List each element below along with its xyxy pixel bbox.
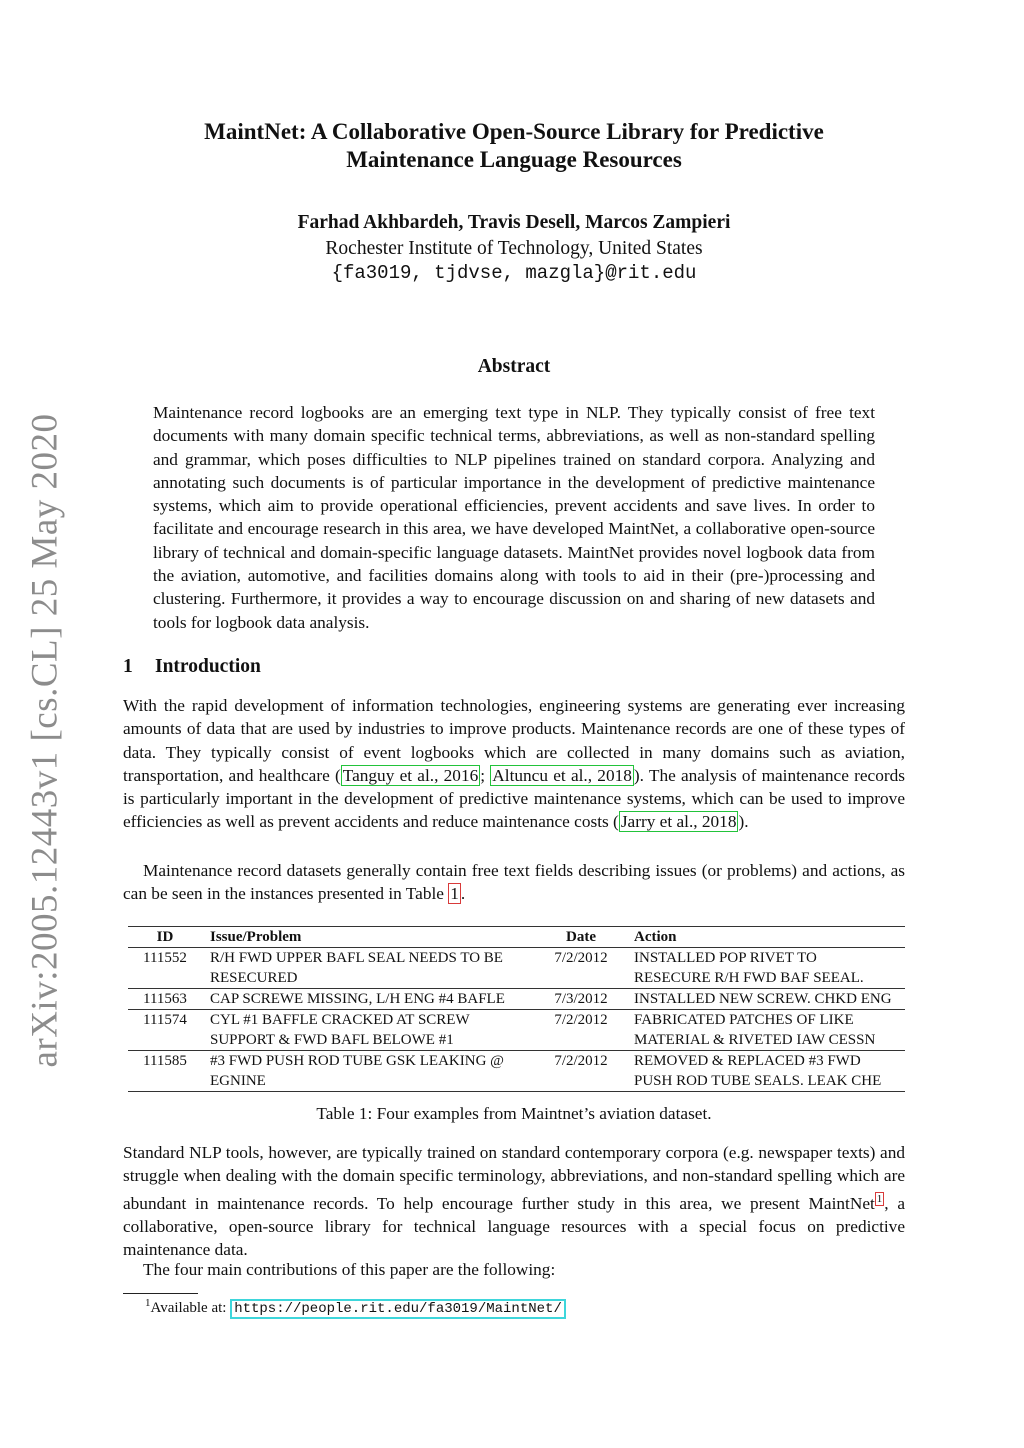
citation-link-altuncu[interactable]: Altuncu et al., 2018 <box>492 765 632 785</box>
footnote-mark: 1 <box>145 1297 151 1309</box>
table-row <box>128 948 905 989</box>
arxiv-side-stamp <box>20 412 70 1068</box>
table-row <box>128 989 905 1010</box>
table-row <box>128 1010 905 1051</box>
author-list: Farhad Akhbardeh, Travis Desell, Marcos Zampieri <box>297 212 731 233</box>
cell-date: 7/2/2012 <box>554 1053 608 1069</box>
intro-p1-text-d: ). <box>738 812 749 832</box>
cell-date: 7/3/2012 <box>536 989 626 1010</box>
maintnet-url-link[interactable]: https://people.rit.edu/fa3019/MaintNet/ <box>230 1299 566 1319</box>
cell-date: 7/2/2012 <box>536 948 626 989</box>
cell-issue: CAP SCREWE MISSING, L/H ENG #4 BAFLE <box>202 989 536 1010</box>
cell-action: FABRICATED PATCHES OF LIKE MATERIAL & RIVETED IAW CESSN <box>626 1010 905 1051</box>
intro-p1-text-a: With the rapid development of information technologies, engineering systems are generating ever increasing amounts of data that are used by industries to improve products. Maintenance records are one of these types of data. They typically consist of event logbooks which are collected in many domains such as aviation, transportation, and healthcare ( <box>123 696 905 785</box>
table-row <box>128 1051 905 1092</box>
intro-p2-text-a: Maintenance record datasets generally contain free text fields describing issues (or problems) and actions, as can be seen in the instances presented in Table <box>123 861 905 904</box>
section-title: Introduction <box>155 656 261 677</box>
header-date: Date <box>536 927 626 948</box>
cell-action: INSTALLED NEW SCREW. CHKD ENG <box>626 989 905 1010</box>
paper-title <box>123 118 905 174</box>
cell-date: 7/2/2012 <box>536 1010 626 1051</box>
footnote-divider <box>123 1293 198 1294</box>
title-line-2: Maintenance Language Resources <box>346 147 682 172</box>
cell-id: 111563 <box>128 989 202 1010</box>
section-heading-introduction <box>123 656 261 678</box>
table-reference-link[interactable]: 1 <box>450 884 459 904</box>
title-line-1: MaintNet: A Collaborative Open-Source Library for Predictive <box>204 119 824 144</box>
intro-p1-text-b: ; <box>480 765 491 785</box>
author-emails: {fa3019, tjdvse, mazgla}@rit.edu <box>331 262 697 284</box>
table-caption: Table 1: Four examples from Maintnet’s aviation dataset. <box>316 1104 712 1123</box>
cell-issue: #3 FWD PUSH ROD TUBE GSK LEAKING @ EGNINE <box>210 1053 504 1089</box>
body-paragraph-3 <box>123 1141 905 1261</box>
header-issue: Issue/Problem <box>202 927 536 948</box>
arxiv-identifier: arXiv:2005.12443v1 [cs.CL] 25 May 2020 <box>24 412 66 1068</box>
section-number: 1 <box>123 656 133 677</box>
intro-p2-text-b: . <box>460 884 466 904</box>
body-p3-text-a: Standard NLP tools, however, are typically trained on standard contemporary corpora (e.g. newspaper texts) and struggle when dealing with the domain specific terminology, abbreviations, and non-standard spelling which are abundant in maintenance records. To help encourage further study in this area, we present MaintNet <box>123 1143 905 1213</box>
header-id: ID <box>128 927 202 948</box>
cell-issue: CYL #1 BAFFLE CRACKED AT SCREW SUPPORT & FWD BAFL BELOWE #1 <box>202 1010 536 1051</box>
intro-paragraph-1 <box>123 694 905 834</box>
intro-p1-text-c: ). The analysis of maintenance records is particularly important in the development of predictive maintenance systems, which can be used to improve efficiencies as well as prevent accidents and reduce maintenance costs ( <box>123 765 905 832</box>
intro-paragraph-2 <box>123 859 905 906</box>
abstract-heading: Abstract <box>477 356 551 377</box>
abstract-text: Maintenance record logbooks are an emerging text type in NLP. They typically consist of free text documents with many domain specific technical terms, abbreviations, as well as non-standard spelling and grammar, which poses difficulties to NLP pipelines trained on standard corpora. Analyzing and annotating such documents is of particular importance in the development of predictive maintenance systems, which aim to provide operational efficiencies, prevent accidents and save lives. In order to facilitate and encourage research in this area, we have developed MaintNet, a collaborative open-source library of technical and domain-specific language datasets. MaintNet provides novel logbook data from the aviation, automotive, and facilities domains along with tools to aid in their (pre-)processing and clustering. Furthermore, it provides a way to encourage discussion on and sharing of new datasets and tools for logbook data analysis. <box>153 403 875 632</box>
footnote <box>145 1297 566 1317</box>
citation-link-jarry[interactable]: Jarry et al., 2018 <box>620 812 737 832</box>
affiliation: Rochester Institute of Technology, United States <box>325 238 703 259</box>
cell-issue: R/H FWD UPPER BAFL SEAL NEEDS TO BE RESECURED <box>202 948 536 989</box>
aviation-examples-table <box>128 926 905 1092</box>
footnote-text: Available at: <box>150 1300 231 1316</box>
body-paragraph-4: The four main contributions of this paper are the following: <box>143 1260 556 1279</box>
body-p3-text-b: , a collaborative, open-source library for technical language resources with a special focus on predictive maintenance data. <box>123 1193 905 1259</box>
cell-action: INSTALLED POP RIVET TO RESECURE R/H FWD BAF SEEAL. <box>626 948 905 989</box>
cell-id: 111552 <box>128 948 202 989</box>
footnote-reference-link[interactable]: 1 <box>876 1192 883 1205</box>
table-header-row <box>128 927 905 948</box>
header-action: Action <box>626 927 905 948</box>
cell-action: REMOVED & REPLACED #3 FWD PUSH ROD TUBE SEALS. LEAK CHE <box>634 1053 882 1089</box>
cell-id: 111585 <box>143 1053 187 1069</box>
cell-id: 111574 <box>128 1010 202 1051</box>
citation-link-tanguy[interactable]: Tanguy et al., 2016 <box>342 765 479 785</box>
